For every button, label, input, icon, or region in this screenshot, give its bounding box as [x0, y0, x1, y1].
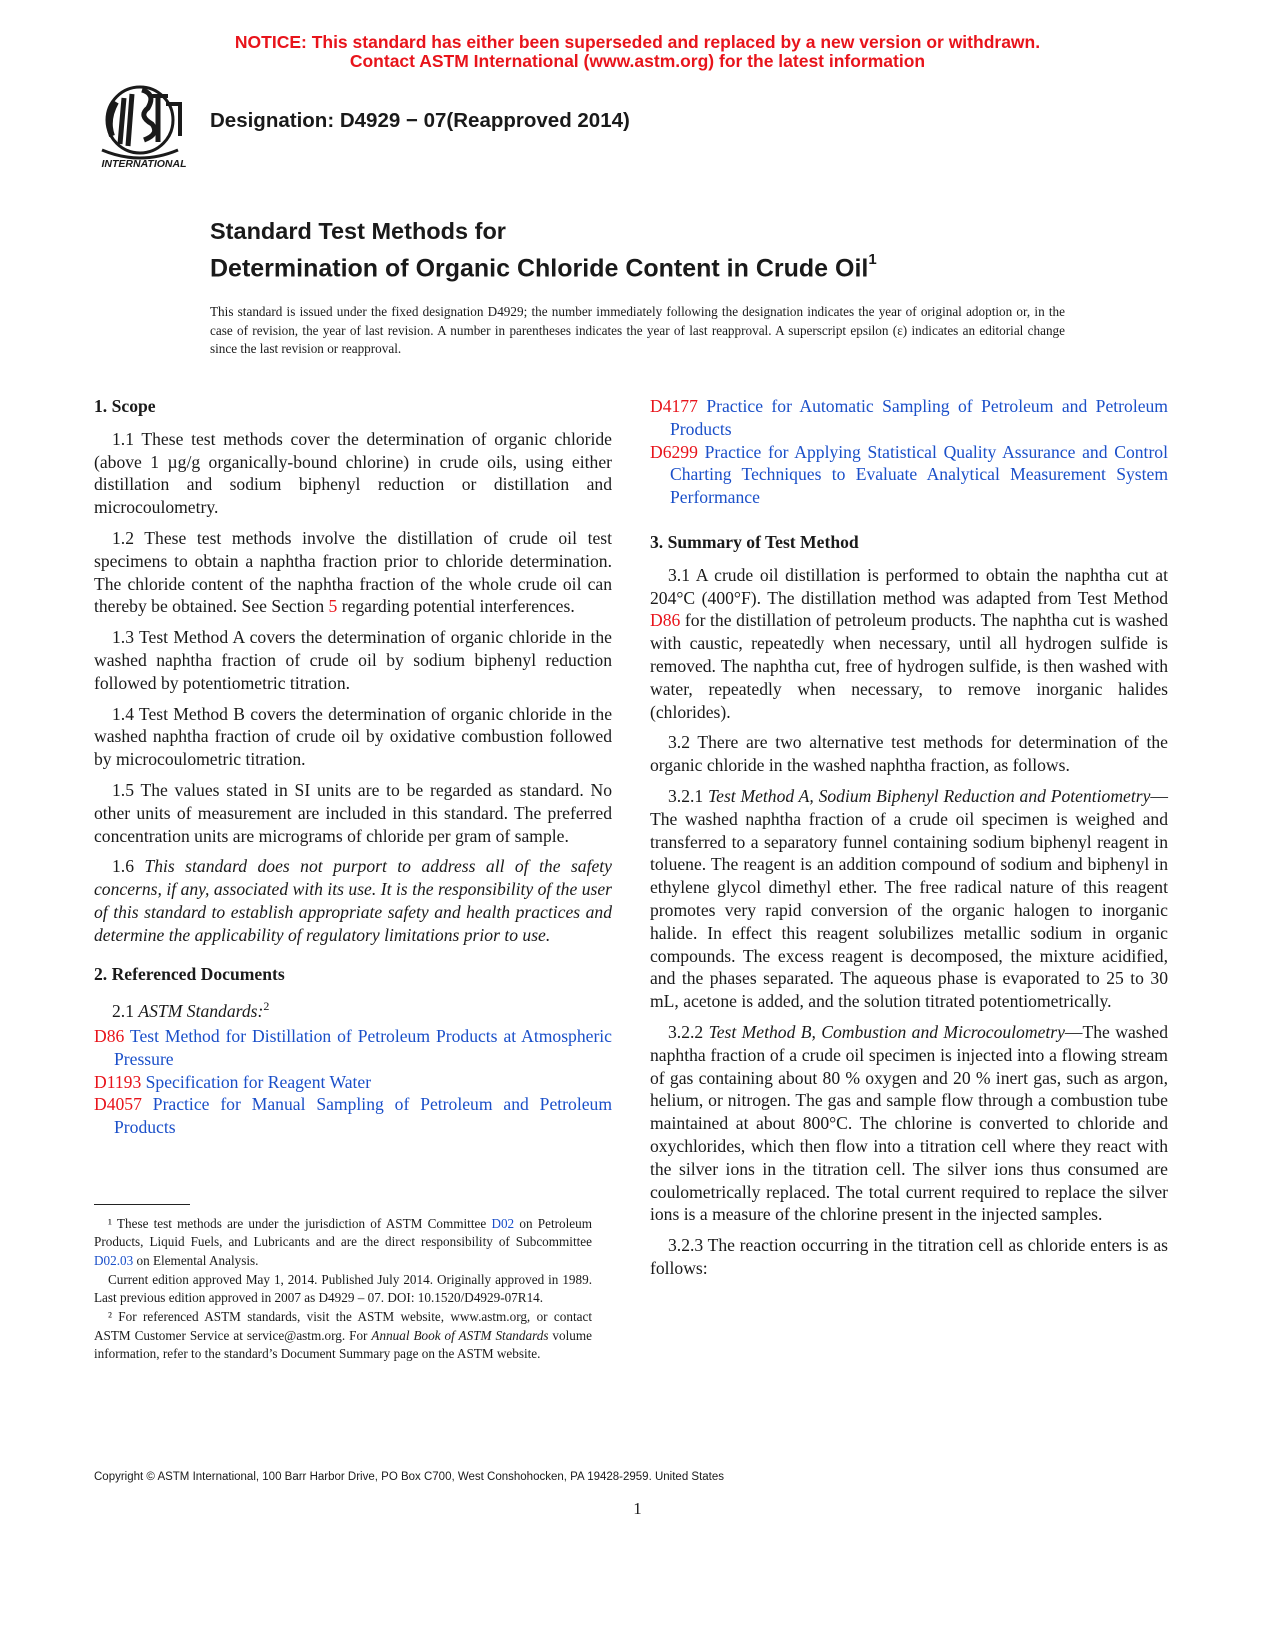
summary-3-1-text: 3.1 A crude oil distillation is performed to obtain the naphtha cut at 204°C (400°F). The distillation method was adapted from Test Method — [650, 564, 1168, 608]
reference-item-d1193[interactable] — [94, 1071, 612, 1094]
footnote-1 — [94, 1215, 592, 1270]
title-footnote-mark: 1 — [868, 251, 877, 268]
summary-3-2-1 — [650, 785, 1168, 1013]
title-line-1: Standard Test Methods for — [210, 218, 506, 244]
summary-3-2-2-title: Test Method B, Combustion and Microcoulometry — [708, 1021, 1065, 1042]
preamble: This standard is issued under the fixed designation D4929; the number immediately following the designation indicates the year of original adoption or, in the case of revision, the year of last revision. A number in parentheses indicates the year of last reapproval. A superscript epsilon (ε) indicates an editorial change since the last revision or reapproval. — [210, 304, 1065, 356]
summary-3-1-tail: for the distillation of petroleum products. The naphtha cut is washed with caustic, repeatedly when necessary, until all hydrogen sulfide is removed. The naphtha cut, free of hydrogen sulfide, is then washed with water, repeatedly when necessary, to remove inorganic halides (chlorides). — [650, 610, 1168, 722]
footnote-1-edition: Current edition approved May 1, 2014. Published July 2014. Originally approved in 1989. Last previous edition approved in 2007 as D4929 – 07. DOI: 10.1520/D4929-07R14. — [94, 1271, 592, 1306]
subcommittee-d0203-link[interactable]: D02.03 — [94, 1252, 134, 1268]
ref-title[interactable]: Practice for Applying Statistical Quality Assurance and Control Charting Techniques to Evaluate Analytical Measurement System Performance — [670, 441, 1168, 508]
d86-link[interactable]: D86 — [650, 610, 681, 631]
reference-list-continued — [650, 395, 1168, 509]
reference-item-d6299[interactable] — [650, 441, 1168, 509]
scope-1-4: 1.4 Test Method B covers the determination of organic chloride in the washed naphtha fraction of crude oil by oxidative combustion followed by microcoulometric titration. — [94, 703, 612, 770]
summary-3-2: 3.2 There are two alternative test methods for determination of the organic chloride in the washed naphtha fraction, as follows. — [650, 732, 1168, 776]
footnote-divider — [94, 1204, 190, 1205]
astm-standards-sup: 2 — [263, 999, 270, 1014]
astm-logo-graphic — [94, 84, 194, 174]
section-5-link[interactable]: 5 — [328, 596, 338, 617]
fn2-italic: Annual Book of ASTM Standards — [371, 1327, 549, 1343]
summary-3-2-2 — [650, 1021, 1168, 1226]
ref-code[interactable]: D6299 — [650, 441, 705, 462]
summary-3-2-1-num: 3.2.1 — [668, 785, 708, 806]
astm-logo-icon — [94, 84, 194, 174]
ref-title[interactable]: Specification for Reagent Water — [145, 1071, 372, 1092]
summary-3-2-1-title: Test Method A, Sodium Biphenyl Reduction and Potentiometry — [707, 785, 1151, 806]
ref-title[interactable]: Practice for Automatic Sampling of Petroleum and Petroleum Products — [670, 396, 1168, 439]
logo-text: INTERNATIONAL — [101, 158, 187, 170]
document-title — [210, 216, 877, 285]
summary-3-2-3: 3.2.3 The reaction occurring in the titration cell as chloride enters is as follows: — [650, 1235, 1168, 1278]
summary-3-2-2-num: 3.2.2 — [668, 1021, 709, 1042]
reference-list — [94, 1025, 612, 1139]
fn1-text-a: ¹ These test methods are under the jurisdiction of ASTM Committee — [108, 1216, 492, 1231]
scope-1-5: 1.5 The values stated in SI units are to be regarded as standard. No other units of measurement are included in this standard. The preferred concentration units are micrograms of chloride per gram of sample. — [94, 779, 612, 846]
referenced-heading: 2. Referenced Documents — [94, 963, 285, 984]
summary-heading: 3. Summary of Test Method — [650, 531, 859, 552]
scope-1-6 — [94, 855, 612, 946]
right-column — [650, 395, 1168, 1288]
designation: Designation: D4929 − 07(Reapproved 2014) — [210, 109, 630, 132]
summary-3-2-2-text: —The washed naphtha fraction of a crude oil specimen is injected into a flowing stream of gas containing about 80 % oxygen and 20 % inert gas, such as argon, helium, or nitrogen. The gas and sample flow through a combustion tube maintained at about 800°C. The chlorine is converted to chloride and oxychlorides, which then flow into a titration cell where they react with the silver ions in the titration cell. The silver ions thus consumed are coulometrically replaced. The total current required to replace the silver ions is a measure of the chlorine present in the injected samples. — [650, 1021, 1168, 1225]
committee-d02-link[interactable]: D02 — [491, 1216, 515, 1231]
fn1-text-b: on Petroleum Products, Liquid Fuels, and Lubricants and are the direct responsibility of Subcommittee — [94, 1216, 592, 1250]
ref-title[interactable]: Practice for Manual Sampling of Petroleum and Petroleum Products — [114, 1094, 612, 1138]
summary-3-2-1-text: —The washed naphtha fraction of a crude oil specimen is weighed and transferred to a separatory funnel containing sodium biphenyl reagent in toluene. The reagent is an addition compound of sodium and biphenyl in ethylene glycol dimethyl ether. The free radical nature of this reagent promotes very rapid conversion of the organic halogen to inorganic halide. In effect this reagent solubilizes metallic sodium in organic compounds. The excess reagent is decomposed, the mixture acidified, and the phases separated. The aqueous phase is evaporated to 25 to 30 mL, acetone is added, and the solution titrated potentiometrically. — [650, 785, 1168, 1012]
scope-1-6-text: This standard does not purport to address all of the safety concerns, if any, associated with its use. It is the responsibility of the user of this standard to establish appropriate safety and health practices and determine the applicability of regulatory limitations prior to use. — [94, 856, 612, 945]
scope-heading: 1. Scope — [94, 396, 156, 416]
superseded-notice — [0, 33, 1275, 71]
scope-1-3: 1.3 Test Method A covers the determination of organic chloride in the washed naphtha fraction of crude oil by sodium biphenyl reduction followed by potentiometric titration. — [94, 627, 612, 693]
fn1-text-c: on Elemental Analysis. — [133, 1252, 259, 1268]
copyright: Copyright © ASTM International, 100 Barr Harbor Drive, PO Box C700, West Conshohocken, PA 19428-2959. United States — [94, 1471, 725, 1483]
astm-standards-num: 2.1 — [112, 1001, 139, 1022]
scope-1-2 — [94, 527, 612, 618]
reference-item-d4057[interactable] — [94, 1093, 612, 1139]
page-number: 1 — [633, 1499, 642, 1518]
scope-1-2-tail: regarding potential interferences. — [337, 596, 575, 617]
left-column — [94, 395, 612, 1155]
summary-3-1 — [650, 564, 1168, 724]
astm-standards-text: ASTM Standards: — [138, 1001, 264, 1022]
astm-standards-label — [94, 995, 612, 1023]
fn2-text-a: ² For referenced ASTM standards, visit the ASTM website, www.astm.org, or contact ASTM Customer Service at service@astm.org. For — [94, 1309, 592, 1343]
footnote-2 — [94, 1308, 592, 1363]
title-line-2 — [210, 246, 877, 285]
scope-1-6-num: 1.6 — [112, 856, 145, 877]
ref-code[interactable]: D4057 — [94, 1094, 153, 1115]
notice-line-1: NOTICE: This standard has either been superseded and replaced by a new version or withdrawn. — [234, 32, 1041, 52]
footnotes — [94, 1215, 592, 1364]
scope-1-1: 1.1 These test methods cover the determination of organic chloride (above 1 µg/g organically-bound chlorine) in crude oils, using either distillation and sodium biphenyl reduction or distillation and microcoulometry. — [94, 428, 612, 518]
ref-code[interactable]: D1193 — [94, 1071, 146, 1092]
fn2-text-b: volume information, refer to the standard’s Document Summary page on the ASTM website. — [94, 1327, 592, 1362]
scope-1-2-text: 1.2 These test methods involve the distillation of crude oil test specimens to obtain a naphtha fraction prior to chloride determination. The chloride content of the naphtha fraction of the whole crude oil can thereby be obtained. See Section — [94, 527, 612, 617]
ref-code[interactable]: D86 — [94, 1025, 130, 1046]
reference-item-d86[interactable] — [94, 1025, 612, 1071]
title-main: Determination of Organic Chloride Content in Crude Oil — [210, 254, 869, 283]
notice-line-2: Contact ASTM International (www.astm.org) for the latest information — [349, 51, 926, 71]
reference-item-d4177[interactable] — [650, 395, 1168, 441]
ref-title[interactable]: Test Method for Distillation of Petroleum Products at Atmospheric Pressure — [114, 1025, 612, 1069]
ref-code[interactable]: D4177 — [650, 396, 707, 416]
